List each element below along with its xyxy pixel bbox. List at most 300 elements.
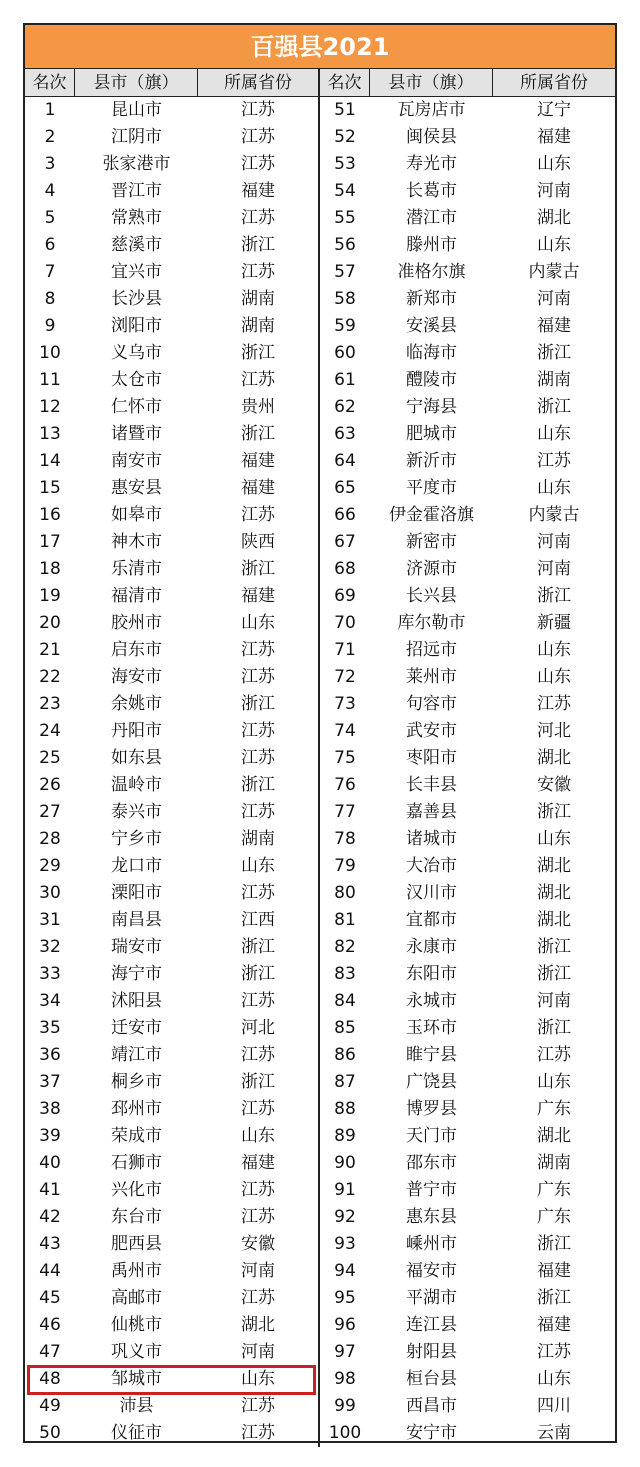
rank-cell: 12 <box>39 397 61 417</box>
province-cell: 广东 <box>537 1099 571 1119</box>
table-row <box>320 259 615 286</box>
province-cell: 山东 <box>537 1072 571 1092</box>
province-cell: 浙江 <box>241 937 275 957</box>
county-cell: 东阳市 <box>406 964 457 984</box>
table-row <box>25 799 318 826</box>
county-cell: 平度市 <box>406 478 457 498</box>
header-county: 县市（旗） <box>75 69 198 96</box>
county-cell: 博罗县 <box>406 1099 457 1119</box>
table-row <box>25 529 318 556</box>
province-cell: 山东 <box>537 640 571 660</box>
rank-cell: 36 <box>39 1045 61 1065</box>
province-cell: 江西 <box>241 910 275 930</box>
province-cell: 河南 <box>241 1342 275 1362</box>
province-cell: 湖北 <box>537 748 571 768</box>
rank-cell: 69 <box>334 586 356 606</box>
county-cell: 溧阳市 <box>111 883 162 903</box>
county-cell: 浏阳市 <box>111 316 162 336</box>
province-cell: 福建 <box>241 451 275 471</box>
province-cell: 福建 <box>241 181 275 201</box>
table-row <box>320 1393 615 1420</box>
rank-cell: 78 <box>334 829 356 849</box>
province-cell: 广东 <box>537 1207 571 1227</box>
county-cell: 新沂市 <box>406 451 457 471</box>
table-row <box>320 1123 615 1150</box>
rank-cell: 80 <box>334 883 356 903</box>
province-cell: 广东 <box>537 1180 571 1200</box>
county-cell: 睢宁县 <box>406 1045 457 1065</box>
table-row <box>320 448 615 475</box>
rank-cell: 66 <box>334 505 356 525</box>
rank-cell: 23 <box>39 694 61 714</box>
table-row <box>25 286 318 313</box>
county-cell: 诸城市 <box>406 829 457 849</box>
table-row <box>25 1312 318 1339</box>
province-cell: 四川 <box>537 1396 571 1416</box>
rank-cell: 73 <box>334 694 356 714</box>
rank-cell: 15 <box>39 478 61 498</box>
tables-container <box>25 69 615 1447</box>
rank-cell: 8 <box>44 289 56 309</box>
table-row <box>320 556 615 583</box>
table-row <box>25 664 318 691</box>
table-row <box>320 1069 615 1096</box>
province-cell: 陕西 <box>241 532 275 552</box>
province-cell: 江苏 <box>241 640 275 660</box>
table-row <box>25 1339 318 1366</box>
table-row <box>25 718 318 745</box>
table-row <box>25 583 318 610</box>
rank-cell: 20 <box>39 613 61 633</box>
county-cell: 瓦房店市 <box>397 100 466 120</box>
table-row <box>25 502 318 529</box>
table-row <box>25 691 318 718</box>
rank-cell: 44 <box>39 1261 61 1281</box>
county-cell: 巩义市 <box>111 1342 162 1362</box>
rank-cell: 98 <box>334 1369 356 1389</box>
rank-cell: 37 <box>39 1072 61 1092</box>
table-row <box>320 1042 615 1069</box>
province-cell: 江苏 <box>241 748 275 768</box>
county-cell: 启东市 <box>111 640 162 660</box>
province-cell: 江苏 <box>241 802 275 822</box>
province-cell: 河南 <box>537 991 571 1011</box>
county-cell: 永康市 <box>406 937 457 957</box>
left-table-header <box>25 69 318 97</box>
province-cell: 浙江 <box>241 1072 275 1092</box>
rank-cell: 68 <box>334 559 356 579</box>
table-row <box>320 1285 615 1312</box>
county-cell: 石狮市 <box>111 1153 162 1173</box>
county-cell: 天门市 <box>406 1126 457 1146</box>
rank-cell: 59 <box>334 316 356 336</box>
table-row <box>320 151 615 178</box>
province-cell: 江苏 <box>241 100 275 120</box>
rank-cell: 24 <box>39 721 61 741</box>
table-row <box>320 718 615 745</box>
table-row <box>25 394 318 421</box>
right-table <box>320 69 615 1447</box>
province-cell: 浙江 <box>241 964 275 984</box>
county-cell: 福清市 <box>111 586 162 606</box>
county-cell: 兴化市 <box>111 1180 162 1200</box>
rank-cell: 1 <box>44 100 56 120</box>
province-cell: 浙江 <box>241 559 275 579</box>
rank-cell: 85 <box>334 1018 356 1038</box>
rank-cell: 2 <box>44 127 56 147</box>
province-cell: 山东 <box>241 856 275 876</box>
county-cell: 大冶市 <box>406 856 457 876</box>
county-cell: 慈溪市 <box>111 235 162 255</box>
table-row <box>25 1069 318 1096</box>
rank-cell: 99 <box>334 1396 356 1416</box>
county-cell: 宁乡市 <box>111 829 162 849</box>
county-cell: 丹阳市 <box>111 721 162 741</box>
province-cell: 福建 <box>537 127 571 147</box>
table-row <box>320 394 615 421</box>
province-cell: 浙江 <box>241 424 275 444</box>
table-row <box>320 97 615 124</box>
rank-cell: 77 <box>334 802 356 822</box>
table-row <box>320 232 615 259</box>
province-cell: 河南 <box>241 1261 275 1281</box>
table-row <box>25 880 318 907</box>
county-cell: 普宁市 <box>406 1180 457 1200</box>
table-row <box>25 313 318 340</box>
rank-cell: 7 <box>44 262 56 282</box>
rank-cell: 81 <box>334 910 356 930</box>
province-cell: 江苏 <box>537 1045 571 1065</box>
province-cell: 湖北 <box>537 1126 571 1146</box>
county-cell: 醴陵市 <box>406 370 457 390</box>
county-cell: 靖江市 <box>111 1045 162 1065</box>
rank-cell: 90 <box>334 1153 356 1173</box>
rank-cell: 32 <box>39 937 61 957</box>
table-row <box>25 124 318 151</box>
county-cell: 邳州市 <box>111 1099 162 1119</box>
county-cell: 义乌市 <box>111 343 162 363</box>
table-row <box>25 232 318 259</box>
table-row <box>320 475 615 502</box>
table-row <box>320 1150 615 1177</box>
rank-cell: 33 <box>39 964 61 984</box>
province-cell: 江苏 <box>241 505 275 525</box>
rank-cell: 91 <box>334 1180 356 1200</box>
province-cell: 浙江 <box>537 1234 571 1254</box>
rank-cell: 89 <box>334 1126 356 1146</box>
rank-cell: 79 <box>334 856 356 876</box>
county-cell: 嘉善县 <box>406 802 457 822</box>
table-row <box>320 1420 615 1447</box>
rank-cell: 14 <box>39 451 61 471</box>
rank-cell: 49 <box>39 1396 61 1416</box>
table-row <box>320 1339 615 1366</box>
province-cell: 湖南 <box>241 289 275 309</box>
table-row <box>25 1096 318 1123</box>
rank-cell: 72 <box>334 667 356 687</box>
county-cell: 长葛市 <box>406 181 457 201</box>
county-cell: 玉环市 <box>406 1018 457 1038</box>
province-cell: 湖北 <box>537 883 571 903</box>
rank-cell: 26 <box>39 775 61 795</box>
province-cell: 湖南 <box>241 316 275 336</box>
county-cell: 胶州市 <box>111 613 162 633</box>
rank-cell: 100 <box>328 1423 362 1443</box>
table-row <box>25 205 318 232</box>
county-cell: 伊金霍洛旗 <box>389 505 474 525</box>
header-province: 所属省份 <box>520 73 588 93</box>
rank-cell: 74 <box>334 721 356 741</box>
county-cell: 长兴县 <box>406 586 457 606</box>
rank-cell: 71 <box>334 640 356 660</box>
county-cell: 安溪县 <box>406 316 457 336</box>
county-cell: 余姚市 <box>111 694 162 714</box>
province-cell: 湖南 <box>241 829 275 849</box>
header-rank: 名次 <box>320 69 370 96</box>
province-cell: 浙江 <box>537 802 571 822</box>
county-cell: 莱州市 <box>406 667 457 687</box>
table-row <box>320 286 615 313</box>
county-cell: 新密市 <box>406 532 457 552</box>
rank-cell: 93 <box>334 1234 356 1254</box>
table-row <box>320 799 615 826</box>
province-cell: 浙江 <box>537 586 571 606</box>
county-cell: 龙口市 <box>111 856 162 876</box>
county-cell: 邹城市 <box>111 1369 162 1389</box>
province-cell: 浙江 <box>537 343 571 363</box>
county-cell: 温岭市 <box>111 775 162 795</box>
table-row <box>25 1393 318 1420</box>
county-cell: 连江县 <box>406 1315 457 1335</box>
county-cell: 太仓市 <box>111 370 162 390</box>
county-cell: 长沙县 <box>111 289 162 309</box>
table-row <box>320 1015 615 1042</box>
province-cell: 江苏 <box>241 1288 275 1308</box>
county-cell: 如皋市 <box>111 505 162 525</box>
county-cell: 张家港市 <box>102 154 171 174</box>
table-row <box>25 151 318 178</box>
table-row <box>320 178 615 205</box>
rank-cell: 82 <box>334 937 356 957</box>
table-row <box>25 637 318 664</box>
rank-cell: 39 <box>39 1126 61 1146</box>
table-row <box>25 475 318 502</box>
rank-cell: 10 <box>39 343 61 363</box>
county-cell: 准格尔旗 <box>397 262 466 282</box>
county-cell: 惠东县 <box>406 1207 457 1227</box>
county-cell: 广饶县 <box>406 1072 457 1092</box>
province-cell: 江苏 <box>241 1045 275 1065</box>
county-cell: 晋江市 <box>111 181 162 201</box>
county-cell: 库尔勒市 <box>397 613 466 633</box>
province-cell: 湖北 <box>537 910 571 930</box>
rank-cell: 46 <box>39 1315 61 1335</box>
county-cell: 泰兴市 <box>111 802 162 822</box>
province-cell: 河南 <box>537 289 571 309</box>
province-cell: 福建 <box>537 1261 571 1281</box>
province-cell: 山东 <box>537 829 571 849</box>
province-cell: 内蒙古 <box>528 262 580 282</box>
province-cell: 江苏 <box>241 721 275 741</box>
county-cell: 潜江市 <box>406 208 457 228</box>
rank-cell: 56 <box>334 235 356 255</box>
province-cell: 江苏 <box>241 883 275 903</box>
rank-cell: 16 <box>39 505 61 525</box>
page-title: 百强县2021 <box>25 25 615 69</box>
table-row <box>25 988 318 1015</box>
rank-cell: 97 <box>334 1342 356 1362</box>
table-row <box>25 1015 318 1042</box>
county-cell: 仪征市 <box>111 1423 162 1443</box>
province-cell: 山东 <box>537 1369 571 1389</box>
rank-cell: 13 <box>39 424 61 444</box>
rank-cell: 18 <box>39 559 61 579</box>
right-table-header <box>320 69 615 97</box>
county-cell: 宜都市 <box>406 910 457 930</box>
county-cell: 桓台县 <box>406 1369 457 1389</box>
province-cell: 山东 <box>537 154 571 174</box>
province-cell: 山东 <box>537 478 571 498</box>
province-cell: 河北 <box>537 721 571 741</box>
county-cell: 济源市 <box>406 559 457 579</box>
province-cell: 浙江 <box>241 775 275 795</box>
county-cell: 南安市 <box>111 451 162 471</box>
county-cell: 肥城市 <box>406 424 457 444</box>
province-cell: 湖北 <box>537 856 571 876</box>
county-cell: 闽侯县 <box>406 127 457 147</box>
rank-cell: 52 <box>334 127 356 147</box>
province-cell: 福建 <box>537 1315 571 1335</box>
table-row <box>320 880 615 907</box>
province-cell: 浙江 <box>241 343 275 363</box>
rank-cell: 51 <box>334 100 356 120</box>
table-row <box>320 637 615 664</box>
rank-cell: 75 <box>334 748 356 768</box>
county-cell: 诸暨市 <box>111 424 162 444</box>
province-cell: 福建 <box>241 1153 275 1173</box>
county-cell: 嵊州市 <box>406 1234 457 1254</box>
rank-cell: 29 <box>39 856 61 876</box>
table-row <box>25 907 318 934</box>
province-cell: 浙江 <box>241 694 275 714</box>
table-row <box>25 1258 318 1285</box>
county-cell: 武安市 <box>406 721 457 741</box>
county-cell: 滕州市 <box>406 235 457 255</box>
county-cell: 长丰县 <box>406 775 457 795</box>
table-row <box>25 1366 318 1393</box>
rank-cell: 54 <box>334 181 356 201</box>
table-row <box>320 745 615 772</box>
province-cell: 山东 <box>537 667 571 687</box>
table-row <box>320 772 615 799</box>
table-row <box>320 367 615 394</box>
table-row <box>320 529 615 556</box>
table-row <box>320 583 615 610</box>
county-cell: 平湖市 <box>406 1288 457 1308</box>
table-row <box>25 1204 318 1231</box>
table-row <box>320 826 615 853</box>
province-cell: 贵州 <box>241 397 275 417</box>
table-row <box>320 988 615 1015</box>
table-row <box>25 1177 318 1204</box>
county-cell: 新郑市 <box>406 289 457 309</box>
rank-cell: 27 <box>39 802 61 822</box>
county-cell: 西昌市 <box>406 1396 457 1416</box>
county-cell: 福安市 <box>406 1261 457 1281</box>
rank-cell: 40 <box>39 1153 61 1173</box>
province-cell: 福建 <box>241 478 275 498</box>
rank-cell: 30 <box>39 883 61 903</box>
table-row <box>25 97 318 124</box>
province-cell: 江苏 <box>241 1423 275 1443</box>
province-cell: 辽宁 <box>537 100 571 120</box>
county-cell: 神木市 <box>111 532 162 552</box>
table-row <box>25 961 318 988</box>
province-cell: 浙江 <box>537 964 571 984</box>
rank-cell: 94 <box>334 1261 356 1281</box>
rank-cell: 61 <box>334 370 356 390</box>
province-cell: 浙江 <box>537 1288 571 1308</box>
county-cell: 宁海县 <box>406 397 457 417</box>
rank-cell: 55 <box>334 208 356 228</box>
rank-cell: 88 <box>334 1099 356 1119</box>
county-cell: 句容市 <box>406 694 457 714</box>
province-cell: 湖南 <box>537 370 571 390</box>
county-cell: 如东县 <box>111 748 162 768</box>
county-cell: 江阴市 <box>111 127 162 147</box>
province-cell: 浙江 <box>537 397 571 417</box>
rank-cell: 45 <box>39 1288 61 1308</box>
county-cell: 邵东市 <box>406 1153 457 1173</box>
province-cell: 浙江 <box>537 1018 571 1038</box>
province-cell: 江苏 <box>241 991 275 1011</box>
province-cell: 河南 <box>537 559 571 579</box>
rank-cell: 3 <box>44 154 56 174</box>
table-row <box>25 1123 318 1150</box>
ranking-table-frame <box>23 23 617 1443</box>
rank-cell: 48 <box>39 1369 61 1389</box>
province-cell: 江苏 <box>241 1396 275 1416</box>
table-row <box>25 421 318 448</box>
rank-cell: 41 <box>39 1180 61 1200</box>
rank-cell: 31 <box>39 910 61 930</box>
county-cell: 桐乡市 <box>111 1072 162 1092</box>
table-row <box>320 421 615 448</box>
province-cell: 江苏 <box>241 154 275 174</box>
county-cell: 惠安县 <box>111 478 162 498</box>
province-cell: 江苏 <box>537 1342 571 1362</box>
county-cell: 沭阳县 <box>111 991 162 1011</box>
rank-cell: 38 <box>39 1099 61 1119</box>
province-cell: 山东 <box>537 235 571 255</box>
table-row <box>25 745 318 772</box>
rank-cell: 9 <box>44 316 56 336</box>
left-table <box>25 69 320 1447</box>
table-row <box>25 1231 318 1258</box>
county-cell: 临海市 <box>406 343 457 363</box>
rank-cell: 47 <box>39 1342 61 1362</box>
county-cell: 迁安市 <box>111 1018 162 1038</box>
county-cell: 海宁市 <box>111 964 162 984</box>
province-cell: 江苏 <box>241 1180 275 1200</box>
province-cell: 山东 <box>241 1369 275 1389</box>
rank-cell: 92 <box>334 1207 356 1227</box>
province-cell: 江苏 <box>241 667 275 687</box>
rank-cell: 42 <box>39 1207 61 1227</box>
county-cell: 招远市 <box>406 640 457 660</box>
province-cell: 江苏 <box>241 262 275 282</box>
rank-cell: 63 <box>334 424 356 444</box>
